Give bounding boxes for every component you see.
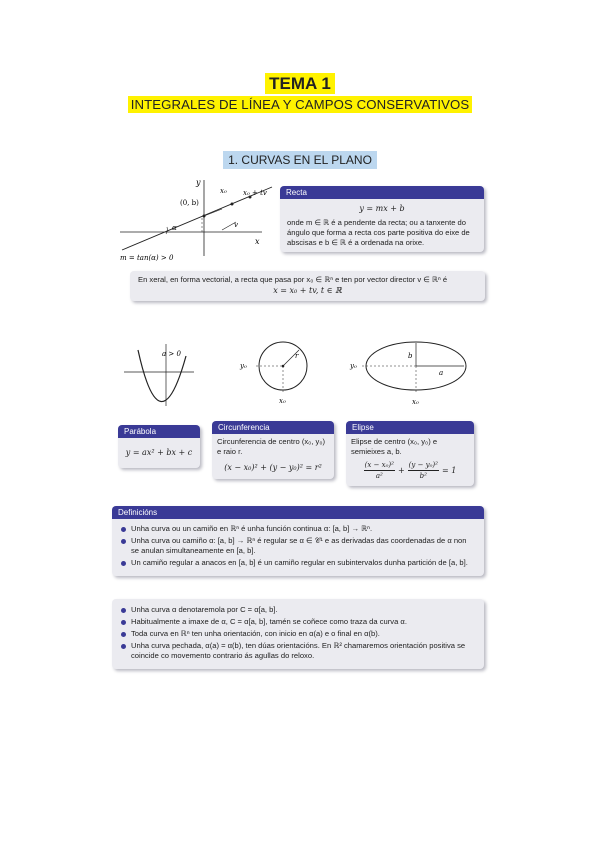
- ellipse-box-header: Elipse: [346, 421, 474, 434]
- intercept-label: (0, b): [180, 199, 199, 207]
- x0-point: [231, 203, 234, 206]
- ellipse-box: [346, 421, 474, 486]
- ellipse-figure: [346, 336, 480, 408]
- circle-y0-label: y₀: [240, 362, 247, 370]
- parabola-box: [118, 425, 200, 468]
- recta-formula: y = mx + b: [359, 204, 405, 213]
- definition-item: Un camiño regular a anacos en [a, b] é un camiño regular en subintervalos dunha partición de [a, b].: [120, 558, 476, 568]
- intercept-point: [203, 215, 206, 218]
- radius-label: r: [295, 352, 299, 360]
- ellipse-b-label: b: [408, 352, 413, 360]
- ellipse-text: Elipse de centro (x₀, y₀) e semieixes a, b.: [351, 437, 438, 456]
- circle-text: Circunferencia de centro (x₀, y₀) e raio r.: [217, 437, 326, 456]
- recta-box: [280, 186, 484, 252]
- vector-box: [130, 271, 485, 301]
- recta-text: onde m ∈ ℝ é a pendente da recta; ou a tanxente do ángulo que forma a recta cos parte positiva do eixe de abscisas e b ∈ ℝ é a ordenada na orixe.: [287, 218, 470, 247]
- section-heading: 1. CURVAS EN EL PLANO: [0, 151, 600, 169]
- definition-item: Unha curva ou un camiño en ℝⁿ é unha función continua α: [a, b] → ℝⁿ.: [120, 524, 476, 534]
- recta-box-header: Recta: [280, 186, 484, 199]
- circle-box-header: Circunferencia: [212, 421, 334, 434]
- vector-text: En xeral, en forma vectorial, a recta que pasa por x₀ ∈ ℝⁿ e ten por vector director v ∈ ℝⁿ é: [138, 275, 448, 284]
- definitions-box-header: Definicións: [112, 506, 484, 519]
- definitions-box: [112, 506, 484, 576]
- circle-x0-label: x₀: [279, 397, 286, 405]
- definition-item: Unha curva ou camiño α: [a, b] → ℝⁿ é regular se α ∈ 𝒞¹ e as derivadas das coordenadas de α non se anulan simultaneamente en [a, b].: [120, 536, 476, 556]
- v-segment: [204, 209, 222, 216]
- notes-box: [112, 599, 484, 669]
- alpha-label: α: [172, 224, 177, 232]
- note-item: Toda curva en ℝⁿ ten unha orientación, con inicio en α(a) e o final en α(b).: [120, 629, 476, 639]
- circle-box: [212, 421, 334, 479]
- page-subtitle: INTEGRALES DE LÍNEA Y CAMPOS CONSERVATIVOS: [0, 96, 600, 114]
- ellipse-y0-label: y₀: [350, 362, 357, 370]
- parabola-label: a > 0: [162, 350, 181, 358]
- parabola-box-header: Parábola: [118, 425, 200, 438]
- note-item: Habitualmente a imaxe de α, C = α[a, b], tamén se coñece como traza da curva α.: [120, 617, 476, 627]
- page-title: TEMA 1: [0, 74, 600, 94]
- circle-center: [282, 365, 285, 368]
- ellipse-x0-label: x₀: [412, 398, 419, 406]
- x0-tv-label: x₀ + tv: [243, 189, 267, 197]
- vector-formula: x = x₀ + tv, t ∈ ℝ: [273, 286, 342, 295]
- alpha-arc: [166, 227, 167, 234]
- parabola-formula: y = ax² + bx + c: [125, 448, 193, 457]
- ellipse-a-label: a: [439, 369, 444, 377]
- circle-formula: (x − x₀)² + (y − y₀)² = r²: [224, 463, 322, 472]
- note-item: Unha curva α denotaremola por C = α[a, b].: [120, 605, 476, 615]
- v-label: v: [234, 221, 238, 229]
- line-figure: [112, 172, 282, 264]
- ellipse-formula: (x − x₀)² a² + $\frac{\text{(y − y₀)²}}{\text{b²}}$ = 1: [364, 461, 457, 480]
- x-axis-label: x: [255, 237, 260, 246]
- note-item: Unha curva pechada, α(a) = α(b), ten dúas orientacións. En ℝ² chamaremos orientación positiva se coincide co movemento contrario ás agullas do reloxo.: [120, 641, 476, 661]
- slope-label: m = tan(α) > 0: [120, 254, 174, 262]
- circle-figure: [236, 336, 326, 406]
- y-axis-label: y: [196, 178, 201, 187]
- x0-label: x₀: [220, 187, 227, 195]
- parabola-figure: [118, 340, 198, 408]
